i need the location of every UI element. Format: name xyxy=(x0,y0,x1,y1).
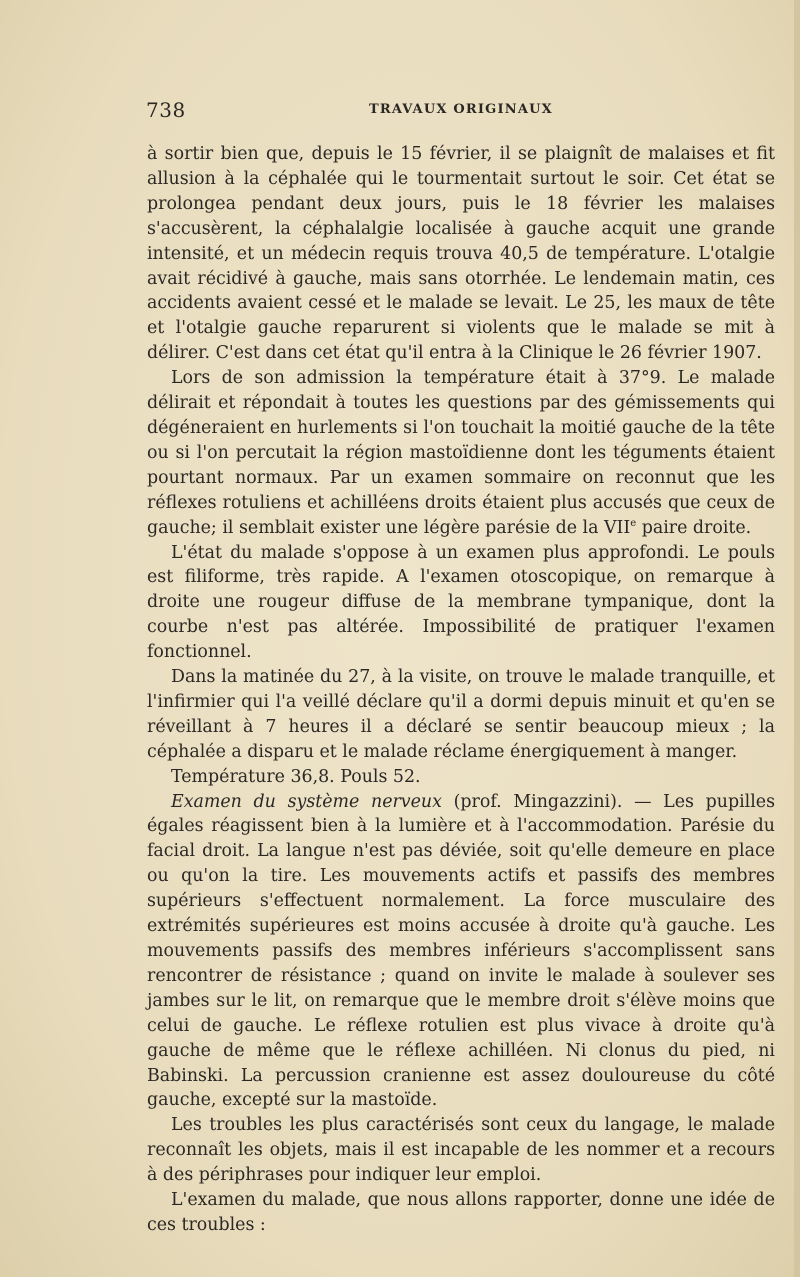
running-title: TRAVAUX ORIGINAUX xyxy=(369,102,553,117)
paragraph-nervous-exam-text: (prof. Mingazzini). — Les pupilles égales réagissent bien à la lumière et à l'accommodation. Parésie du facial droit. La langue n'est pas déviée, soit qu'elle demeure en place ou qu'on la tire. Les mouvements actifs et passifs des membres supérieurs s'effectuent normalement. La force musculaire des extrémités supérieures est moins accusée à droite qu'à gauche. Les mouvements passifs des membres inférieurs s'accomplissent sans rencontrer de résistance ; quand on invite le malade à soulever ses jambes sur le lit, on remarque que le membre droit s'élève moins que celui de gauche. Le réflexe rotulien est plus vivace à droite qu'à gauche de même que le réflexe achilléen. Ni clonus du pied, ni Babinski. La percussion cranienne est assez douloureuse du côté gauche, excepté sur la mastoïde. xyxy=(147,791,775,1111)
paragraph-admission-text: Lors de son admission la température était à 37°9. Le malade délirait et répondait à toutes les questions par des gémissements qui dégéneraient en hurlements si l'on touchait la moitié gauche de la tête ou si l'on percutait la région mastoïdienne dont les téguments étaient pourtant normaux. Par un examen sommaire on reconnut que les réflexes rotuliens et achilléens droits étaient plus accusés que ceux de gauche; il semblait exister une légère parésie de la VII xyxy=(147,368,775,538)
paragraph-language-troubles: Les troubles les plus caractérisés sont ceux du langage, le malade reconnaît les objets, mais il est incapable de les nommer et a recours à des périphrases pour indiquer leur emploi. xyxy=(147,1115,775,1186)
paragraph-admission xyxy=(147,366,775,540)
paragraph-continuation: à sortir bien que, depuis le 15 février, il se plaignît de malaises et fit allusion à la céphalée qui le tourmentait surtout le soir. Cet état se prolongea pendant deux jours, puis le 18 février les malaises s'accusèrent, la céphalalgie localisée à gauche acquit une grande intensité, et un médecin requis trouva 40,5 de température. L'otalgie avait récidivé à gauche, mais sans otorrhée. Le lendemain matin, ces accidents avaient cessé et le malade se levait. Le 25, les maux de tête et l'otalgie gauche reparurent si violents que le malade se mit à délirer. C'est dans cet état qu'il entra à la Clinique le 26 février 1907. xyxy=(147,144,775,364)
section-heading-italic: Examen du système nerveux xyxy=(171,791,442,812)
body-text xyxy=(147,142,775,1238)
paragraph-otoscopic-exam: L'état du malade s'oppose à un examen plus approfondi. Le pouls est filiforme, très rapide. A l'examen otoscopique, on remarque à droite une rougeur diffuse de la membrane tympanique, dont la courbe n'est pas altérée. Impossibilité de pratiquer l'examen fonctionnel. xyxy=(147,542,775,663)
paragraph-vitals: Température 36,8. Pouls 52. xyxy=(171,766,421,787)
page-edge-shadow xyxy=(794,0,800,1277)
superscript-ordinal: e xyxy=(630,517,637,529)
page-number: 738 xyxy=(146,98,186,122)
paragraph-admission-end: paire droite. xyxy=(636,517,752,538)
paragraph-exam-intro: L'examen du malade, que nous allons rapporter, donne une idée de ces troubles : xyxy=(147,1190,775,1235)
page-header xyxy=(146,98,776,128)
paragraph-nervous-exam xyxy=(147,790,775,1114)
paragraph-morning-visit: Dans la matinée du 27, à la visite, on trouve le malade tranquille, et l'infirmier qui l'a veillé déclare qu'il a dormi depuis minuit et qu'en se réveillant à 7 heures il a déclaré se sentir beaucoup mieux ; la céphalée a disparu et le malade réclame énergiquement à manger. xyxy=(147,667,775,762)
